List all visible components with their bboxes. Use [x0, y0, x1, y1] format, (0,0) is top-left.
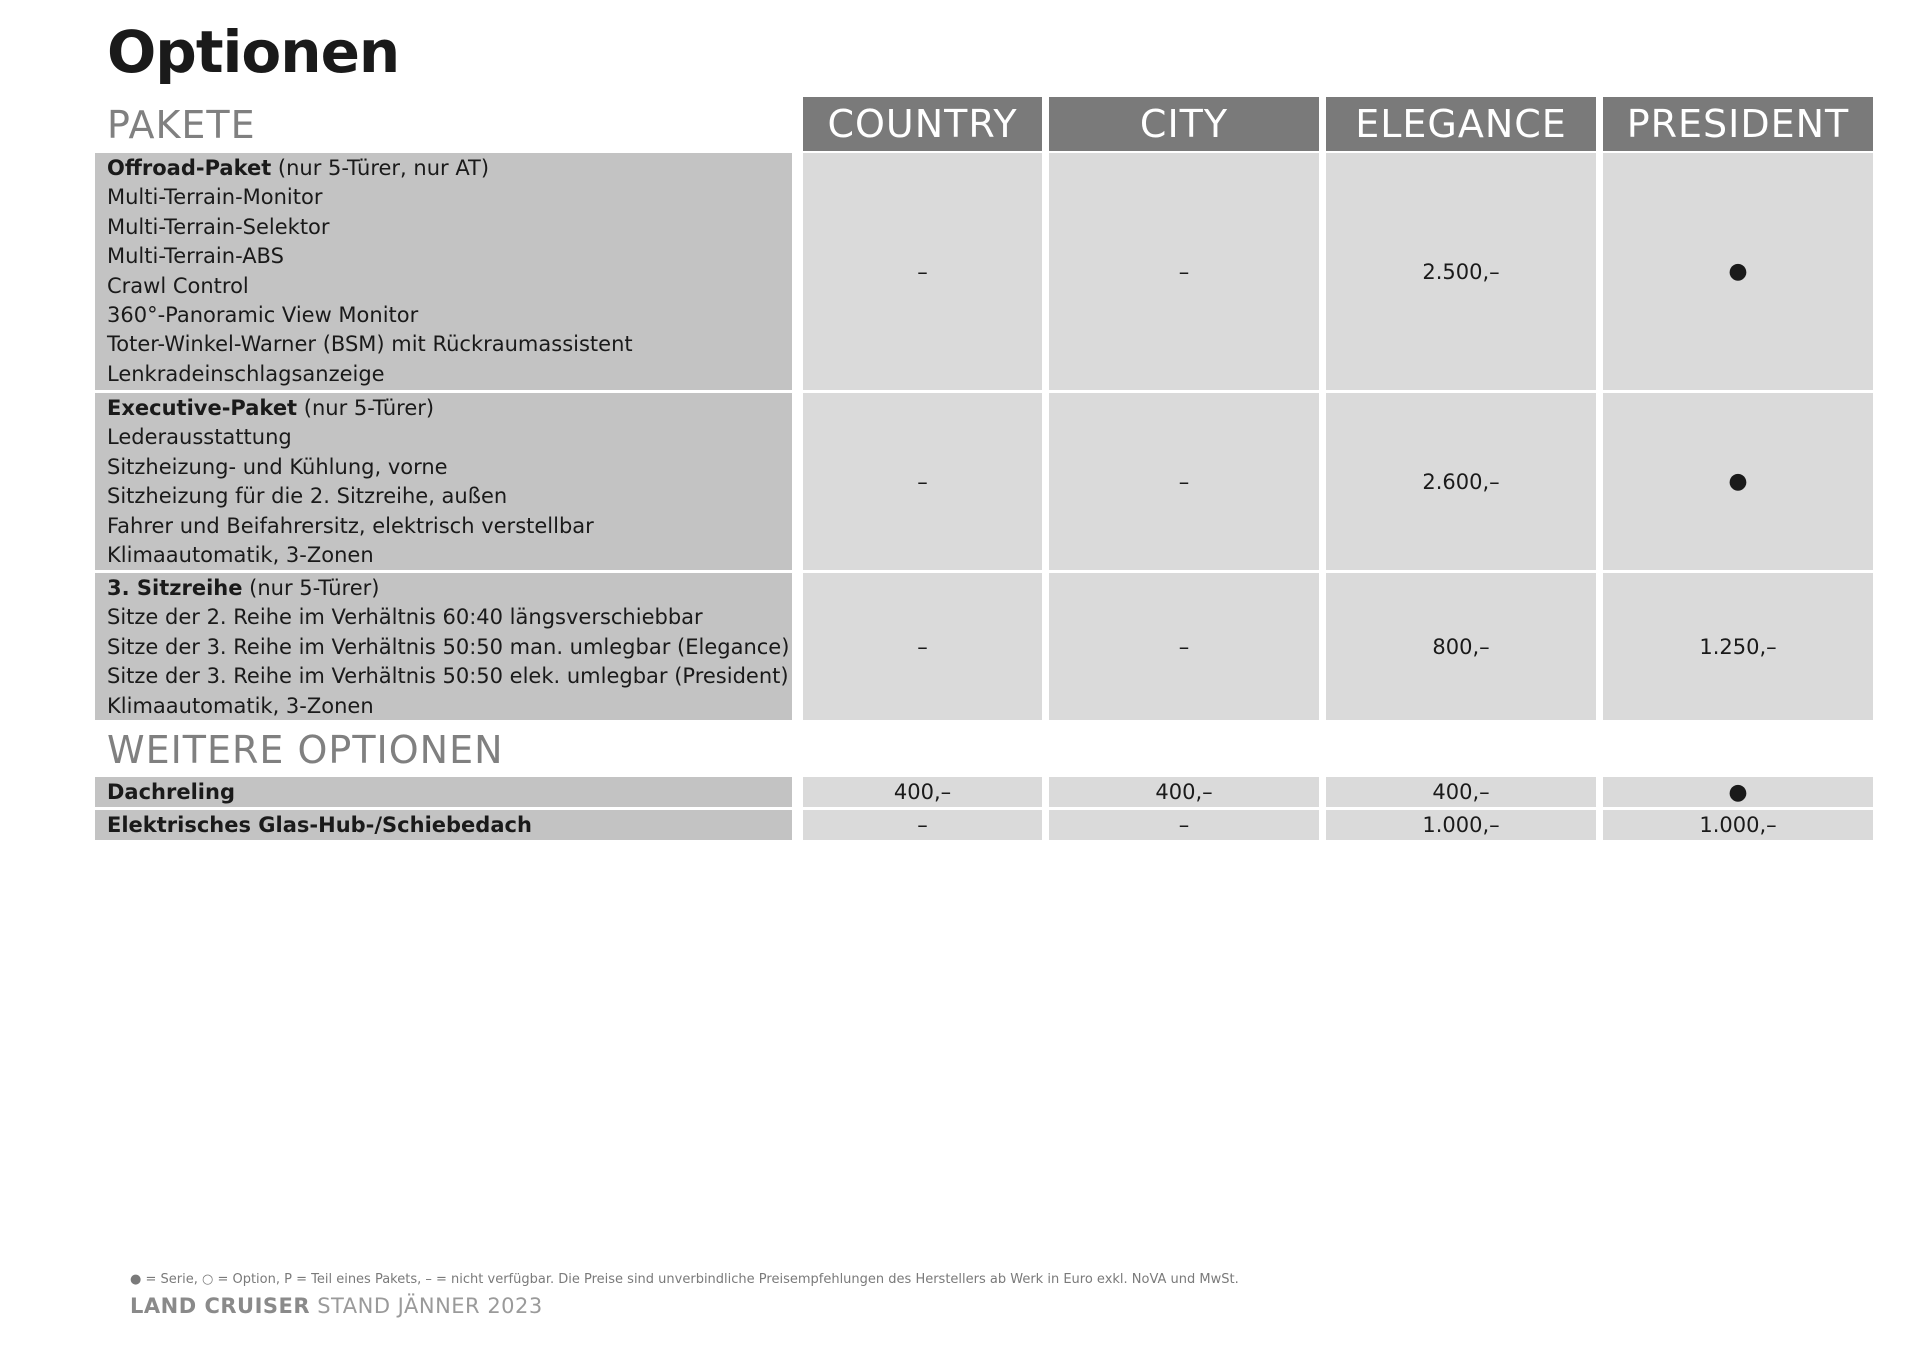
cell-third-row-president: 1.250,– [1603, 573, 1873, 720]
package-item: Fahrer und Beifahrersitz, elektrisch verstellbar [107, 513, 594, 538]
footer [130, 1294, 543, 1318]
cell-schiebedach-city: – [1049, 810, 1319, 840]
package-item: Lederausstattung [107, 425, 292, 450]
cell-third-row-city: – [1049, 573, 1319, 720]
column-header-country: COUNTRY [803, 97, 1042, 151]
package-item: Sitzheizung für die 2. Sitzreihe, außen [107, 484, 508, 509]
cell-schiebedach-president: 1.000,– [1603, 810, 1873, 840]
package-item: Sitzheizung- und Kühlung, vorne [107, 454, 448, 479]
cell-executive-city: – [1049, 393, 1319, 570]
page-title: Optionen [107, 18, 400, 86]
cell-executive-elegance: 2.600,– [1326, 393, 1596, 570]
package-name: Offroad-Paket [107, 156, 272, 180]
cell-dachreling-president: ● [1603, 777, 1873, 807]
option-dachreling [95, 777, 792, 807]
package-item: Klimaautomatik, 3-Zonen [107, 693, 374, 718]
package-third-row-description [95, 573, 792, 720]
package-item: Sitze der 3. Reihe im Verhältnis 50:50 man. umlegbar (Elegance) [107, 634, 790, 659]
option-name: Dachreling [107, 780, 235, 804]
package-executive-description [95, 393, 792, 570]
package-item: Multi-Terrain-Monitor [107, 185, 323, 210]
package-note: (nur 5-Türer) [242, 576, 380, 600]
cell-offroad-elegance: 2.500,– [1326, 153, 1596, 390]
package-item: Toter-Winkel-Warner (BSM) mit Rückraumassistent [107, 332, 633, 357]
package-item: Lenkradeinschlagsanzeige [107, 361, 385, 386]
package-item: Multi-Terrain-Selektor [107, 214, 330, 239]
cell-executive-president: ● [1603, 393, 1873, 570]
package-offroad-description [95, 153, 792, 390]
column-header-city: CITY [1049, 97, 1319, 151]
package-note: (nur 5-Türer, nur AT) [271, 156, 490, 180]
footer-stand: STAND JÄNNER 2023 [310, 1294, 543, 1318]
cell-executive-country: – [803, 393, 1042, 570]
footer-model: LAND CRUISER [130, 1294, 311, 1318]
legend-footnote: ● = Serie, ○ = Option, P = Teil eines Pakets, – = nicht verfügbar. Die Preise sind unverbindliche Preisempfehlungen des Herstellers ab Werk in Euro exkl. NoVA und MwSt. [130, 1272, 1239, 1287]
column-header-president: PRESIDENT [1603, 97, 1873, 151]
option-name: Elektrisches Glas-Hub-/Schiebedach [107, 813, 532, 837]
section-label-pakete: PAKETE [107, 103, 256, 147]
cell-offroad-city: – [1049, 153, 1319, 390]
cell-offroad-country: – [803, 153, 1042, 390]
package-name: 3. Sitzreihe [107, 576, 243, 600]
option-schiebedach [95, 810, 792, 840]
package-item: 360°-Panoramic View Monitor [107, 303, 419, 328]
package-note: (nur 5-Türer) [297, 396, 435, 420]
column-header-elegance: ELEGANCE [1326, 97, 1596, 151]
cell-dachreling-country: 400,– [803, 777, 1042, 807]
cell-dachreling-city: 400,– [1049, 777, 1319, 807]
package-item: Sitze der 2. Reihe im Verhältnis 60:40 längsverschiebbar [107, 605, 703, 630]
package-item: Multi-Terrain-ABS [107, 244, 284, 269]
cell-third-row-elegance: 800,– [1326, 573, 1596, 720]
package-item: Sitze der 3. Reihe im Verhältnis 50:50 elek. umlegbar (President) [107, 664, 789, 689]
cell-schiebedach-elegance: 1.000,– [1326, 810, 1596, 840]
cell-dachreling-elegance: 400,– [1326, 777, 1596, 807]
package-item: Crawl Control [107, 273, 249, 298]
cell-third-row-country: – [803, 573, 1042, 720]
package-name: Executive-Paket [107, 396, 298, 420]
section-label-weitere-optionen: WEITERE OPTIONEN [107, 728, 504, 772]
cell-offroad-president: ● [1603, 153, 1873, 390]
package-item: Klimaautomatik, 3-Zonen [107, 543, 374, 568]
cell-schiebedach-country: – [803, 810, 1042, 840]
